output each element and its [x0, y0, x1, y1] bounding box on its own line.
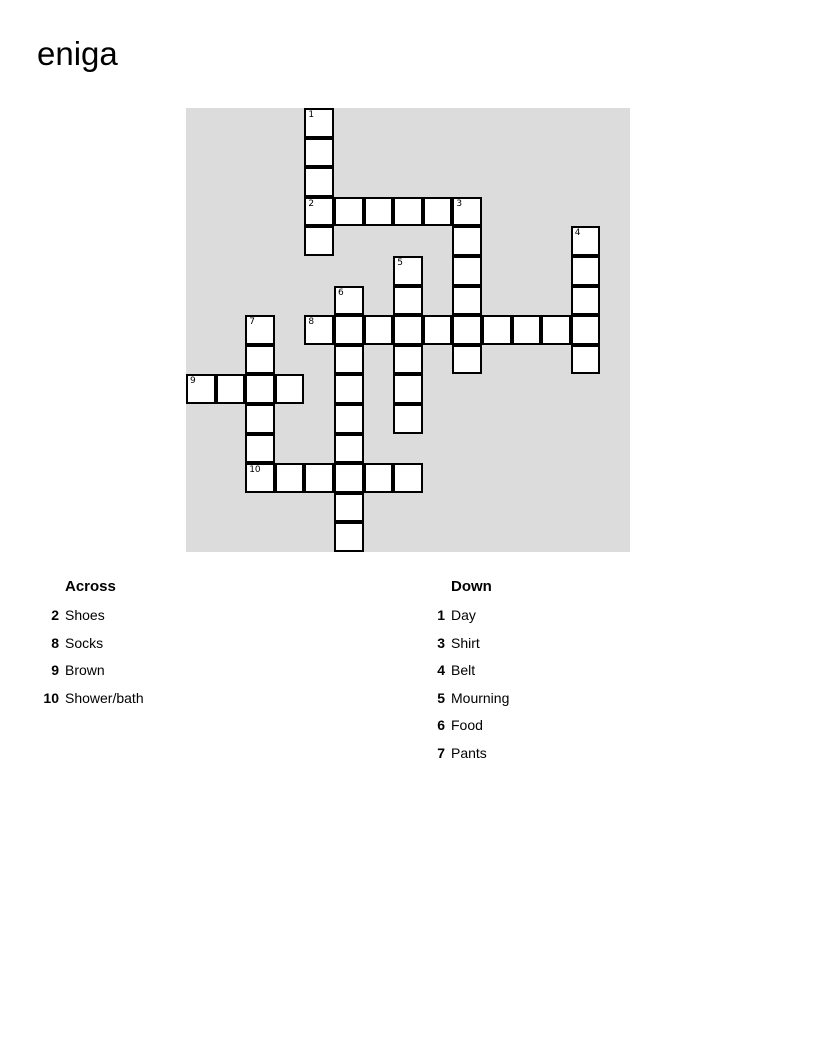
grid-cell[interactable]: [393, 345, 423, 375]
grid-cell[interactable]: [245, 374, 275, 404]
clue-row: [30, 685, 410, 713]
clue-number: 6: [437, 717, 445, 733]
clue-row: [30, 602, 410, 630]
grid-cell[interactable]: [393, 404, 423, 434]
clue-text: Shirt: [451, 634, 480, 651]
grid-cell[interactable]: [512, 315, 542, 345]
clue-text: Food: [451, 717, 483, 733]
grid-cell[interactable]: [334, 315, 364, 345]
grid-cell[interactable]: [334, 463, 364, 493]
cell-number: 9: [190, 376, 196, 387]
clue-text: Shoes: [65, 607, 105, 623]
grid-cell[interactable]: [304, 197, 334, 227]
down-clue-list: [416, 602, 796, 767]
clue-number: 3: [437, 634, 445, 651]
clue-row: [416, 630, 796, 658]
grid-cell[interactable]: [364, 463, 394, 493]
grid-cell[interactable]: [364, 197, 394, 227]
grid-cell[interactable]: [334, 434, 364, 464]
across-heading: Across: [65, 578, 116, 595]
grid-cell[interactable]: [275, 463, 305, 493]
clue-text: Mourning: [451, 689, 510, 706]
grid-cell[interactable]: [393, 315, 423, 345]
cell-number: 8: [308, 317, 315, 328]
clue-number: 4: [437, 662, 445, 678]
cell-number: 4: [574, 228, 581, 239]
cell-number: 1: [308, 110, 315, 120]
clue-row: [30, 657, 410, 685]
grid-cell[interactable]: [571, 315, 601, 345]
grid-cell[interactable]: [393, 256, 423, 286]
clue-number: 8: [51, 634, 59, 651]
grid-cell[interactable]: [452, 226, 482, 256]
grid-cell[interactable]: [245, 345, 275, 375]
grid-cell[interactable]: [245, 404, 275, 434]
cell-number: 2: [308, 198, 315, 209]
grid-cell[interactable]: [304, 463, 334, 493]
clue-row: [416, 712, 796, 740]
across-clue-list: [30, 602, 410, 712]
grid-cell[interactable]: [541, 315, 571, 345]
cell-number: 5: [397, 258, 403, 268]
grid-cell[interactable]: [423, 315, 453, 345]
cell-number: 3: [456, 198, 463, 209]
cell-number: 6: [338, 287, 344, 298]
clue-number: 10: [43, 689, 59, 706]
down-heading: Down: [451, 578, 492, 595]
grid-cell[interactable]: [304, 315, 334, 345]
clue-number: 5: [437, 689, 445, 706]
grid-cell[interactable]: [423, 197, 453, 227]
grid-cell[interactable]: [304, 167, 334, 197]
clue-text: Belt: [451, 662, 476, 678]
grid-cell[interactable]: [304, 108, 334, 138]
clue-number: 1: [437, 607, 445, 623]
grid-cell[interactable]: [334, 374, 364, 404]
clue-row: [416, 602, 796, 630]
grid-cell[interactable]: [571, 226, 601, 256]
crossword-grid: [186, 108, 630, 552]
grid-cell[interactable]: [452, 256, 482, 286]
clue-text: Brown: [65, 662, 105, 678]
grid-cell[interactable]: [186, 374, 216, 404]
clue-number: 7: [437, 744, 445, 761]
grid-cell[interactable]: [571, 256, 601, 286]
grid-cell[interactable]: [393, 286, 423, 316]
grid-cell[interactable]: [334, 286, 364, 316]
grid-cell[interactable]: [571, 286, 601, 316]
clue-text: Pants: [451, 744, 487, 761]
grid-cell[interactable]: [393, 374, 423, 404]
grid-cell[interactable]: [452, 315, 482, 345]
grid-cell[interactable]: [334, 404, 364, 434]
clue-row: [30, 630, 410, 658]
grid-cell[interactable]: [304, 226, 334, 256]
clue-text: Shower/bath: [65, 689, 144, 706]
clue-text: Socks: [65, 634, 104, 651]
grid-cell[interactable]: [452, 286, 482, 316]
cell-number: 7: [249, 317, 255, 328]
grid-cell[interactable]: [275, 374, 305, 404]
grid-cell[interactable]: [334, 345, 364, 375]
clue-row: [416, 685, 796, 713]
clue-number: 2: [51, 607, 59, 623]
grid-cell[interactable]: [482, 315, 512, 345]
grid-cell[interactable]: [571, 345, 601, 375]
grid-cell[interactable]: [245, 463, 275, 493]
clue-row: [416, 657, 796, 685]
clue-text: Day: [451, 607, 476, 623]
grid-cell[interactable]: [245, 434, 275, 464]
clue-row: [416, 740, 796, 768]
grid-cell[interactable]: [393, 197, 423, 227]
grid-cell[interactable]: [452, 345, 482, 375]
grid-cell[interactable]: [245, 315, 275, 345]
grid-cell[interactable]: [304, 138, 334, 168]
grid-cell[interactable]: [334, 493, 364, 523]
clue-number: 9: [51, 662, 59, 678]
grid-cell[interactable]: [334, 522, 364, 552]
grid-cell[interactable]: [334, 197, 364, 227]
grid-cell[interactable]: [393, 463, 423, 493]
cell-number: 10: [249, 465, 261, 476]
across-clues: [30, 572, 410, 712]
page-title: eniga: [37, 35, 118, 72]
down-clues: [416, 572, 796, 767]
grid-cell[interactable]: [216, 374, 246, 404]
grid-cell[interactable]: [364, 315, 394, 345]
grid-cell[interactable]: [452, 197, 482, 227]
